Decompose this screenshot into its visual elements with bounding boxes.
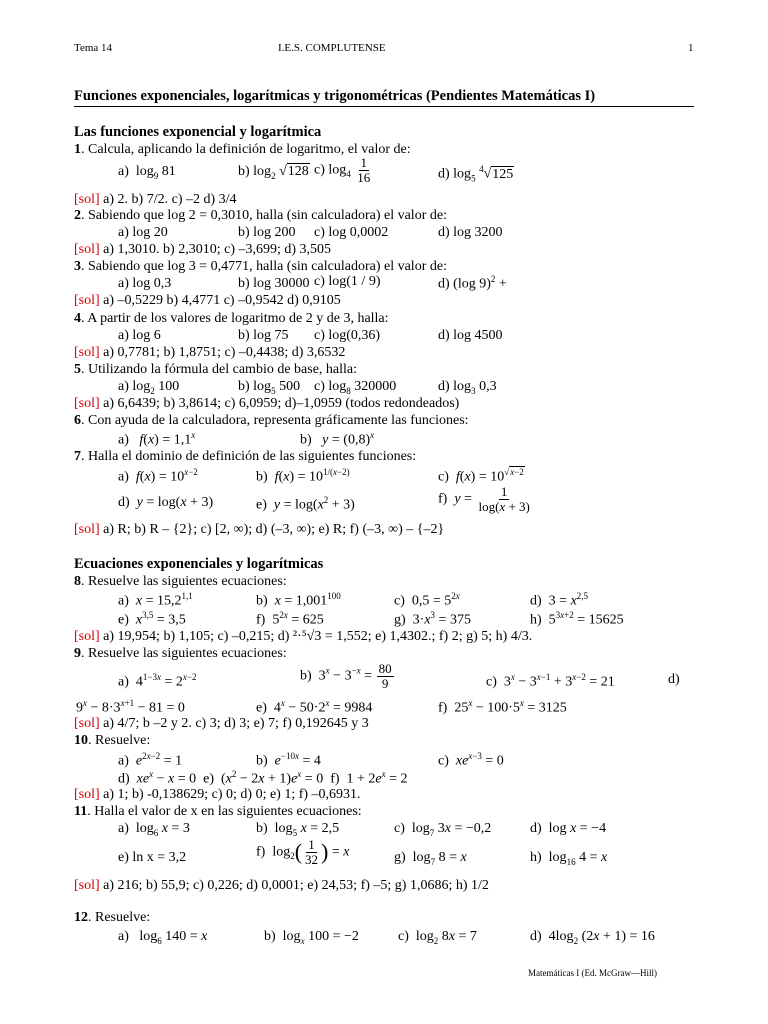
q1-a: a) $\log_9 81$ bbox=[118, 164, 176, 181]
q6-b: b) $y = (0,8)^x$ bbox=[300, 430, 375, 448]
q4-a: a) log 6 bbox=[118, 328, 161, 343]
q8-b: b) $x = 1,001^{100}$ bbox=[256, 591, 341, 609]
question-1: 1. Calcula, aplicando la definición de logaritmo, el valor de: bbox=[74, 142, 411, 157]
header-school: I.E.S. COMPLUTENSE bbox=[278, 42, 386, 54]
question-3: 3. Sabiendo que log 3 = 0,4771, halla (sin calculadora) el valor de: bbox=[74, 259, 447, 274]
q5-a: a) $\log_2 100$ bbox=[118, 379, 180, 396]
q10-solution: [sol] a) 1; b) -0,138629; c) 0; d) 0; e) 1; f) –0,6931. bbox=[74, 787, 361, 802]
q10-b: b) $e^{-10x} = 4$ bbox=[256, 751, 321, 769]
q12-b: b) $\log_x 100 = -2$ bbox=[264, 929, 359, 946]
q9-solution: [sol] a) 4/7; b –2 y 2. c) 3; d) 3; e) 7; f) 0,192645 y 3 bbox=[74, 716, 369, 731]
q6-a: a) $f(x) = 1,1^x$ bbox=[118, 430, 196, 448]
q11-a: a) $\log_6 x = 3$ bbox=[118, 821, 190, 838]
q8-a: a) $x = 15,2^{1,1}$ bbox=[118, 591, 193, 609]
q3-a: a) log 0,3 bbox=[118, 276, 172, 291]
question-8: 8. Resuelve las siguientes ecuaciones: bbox=[74, 574, 287, 589]
q5-d: d) $\log_3 0,3$ bbox=[438, 379, 497, 396]
question-11: 11. Halla el valor de x en las siguientes ecuaciones: bbox=[74, 804, 362, 819]
q9-e: e) $4^x - 50\cdot 2^x = 9984$ bbox=[256, 698, 373, 716]
q12-d: d) $4\log_2$ (2x + 1) = 16 bbox=[530, 929, 655, 946]
q2-solution: [sol] a) 1,3010. b) 2,3010; c) –3,699; d) 3,505 bbox=[74, 242, 332, 257]
q1-b: b) $\log_2 √128$ bbox=[238, 164, 309, 181]
q9-c: c) $3^x - 3^{x-1} + 3^{x-2} = 21$ bbox=[486, 672, 615, 690]
footer-source: Matemáticas I (Ed. McGraw—Hill) bbox=[528, 968, 657, 978]
q8-g: g) $3\cdot x^3 = 375$ bbox=[394, 610, 471, 628]
q3-solution: [sol] a) –0,5229 b) 4,4771 c) –0,9542 d) 0,9105 bbox=[74, 293, 341, 308]
q1-d: d) $\log_5 ^4√125$ bbox=[438, 164, 514, 184]
q9-f: f) $25^x - 100\cdot 5^x = 3125$ bbox=[438, 698, 567, 716]
q1-c: c) $\log_4$ $\frac{1}{16}$ bbox=[314, 155, 371, 185]
question-9: 9. Resuelve las siguientes ecuaciones: bbox=[74, 646, 287, 661]
page-title: Funciones exponenciales, logarítmicas y trigonométricas (Pendientes Matemáticas I) bbox=[74, 88, 596, 104]
q11-b: b) $\log_5 x = 2,5$ bbox=[256, 821, 340, 838]
question-5: 5. Utilizando la fórmula del cambio de base, halla: bbox=[74, 362, 358, 377]
q3-d: d) (log 9)$^2$ + bbox=[438, 274, 507, 292]
q10-d-e-f: d) $xe^x - x = 0$ e) $(x^2 - 2x + 1)e^x = 0$ f) $1 + 2e^x = 2$ bbox=[118, 769, 408, 787]
q8-f: f) $5^{2x} = 625$ bbox=[256, 610, 324, 628]
q9-a: a) $4^{1-3x} = 2^{x-2}$ bbox=[118, 672, 197, 690]
q2-c: c) log 0,0002 bbox=[314, 225, 389, 240]
q8-solution: [sol] a) 19,954; b) 1,105; c) –0,215; d) ²·⁵√3 = 1,552; e) 1,4302.; f) 2; g) 5; h) 4/3. bbox=[74, 629, 533, 644]
question-2: 2. Sabiendo que log 2 = 0,3010, halla (sin calculadora) el valor de: bbox=[74, 208, 447, 223]
q7-f: f) y = $\frac{1}{\log(x + 3)}$ bbox=[438, 484, 530, 514]
question-7: 7. Halla el dominio de definición de las siguientes funciones: bbox=[74, 449, 417, 464]
section-heading-2: Ecuaciones exponenciales y logarítmicas bbox=[74, 556, 324, 572]
q5-b: b) $\log_5 500$ bbox=[238, 379, 301, 396]
q7-solution: [sol] a) R; b) R – {2}; c) [2, ∞); d) (–3, ∞); e) R; f) (–3, ∞) – {–2} bbox=[74, 522, 445, 537]
q5-c: c) $\log_8 320000$ bbox=[314, 379, 397, 396]
q11-g: g) $\log_7 8 = x$ bbox=[394, 850, 467, 867]
q3-b: b) log 30000 bbox=[238, 276, 310, 291]
q7-e: e) $y = \log(x^2 + 3)$ bbox=[256, 495, 355, 513]
q12-a: a) $\log_6 140 = x$ bbox=[118, 929, 208, 946]
q1-solution: [sol] a) 2. b) 7/2. c) –2 d) 3/4 bbox=[74, 192, 237, 207]
q11-solution: [sol] a) 216; b) 55,9; c) 0,226; d) 0,0001; e) 24,53; f) –5; g) 1,0686; h) 1/2 bbox=[74, 878, 489, 893]
q7-c: c) $f(x) = 10^{√x-2}$ bbox=[438, 467, 524, 485]
section-heading-1: Las funciones exponencial y logarítmica bbox=[74, 124, 322, 140]
q10-a: a) $e^{2x-2} = 1$ bbox=[118, 751, 183, 769]
q11-f: f) $\log_2$( $\frac{1}{32}$ ) = x bbox=[256, 837, 350, 867]
q8-h: h) $5^{3x+2} = 15625$ bbox=[530, 610, 624, 628]
q8-d: d) $3 = x^{2,5}$ bbox=[530, 591, 589, 609]
title-rule bbox=[74, 106, 694, 107]
q4-b: b) log 75 bbox=[238, 328, 289, 343]
q11-e: e) ln x = 3,2 bbox=[118, 850, 187, 865]
question-12: 12. Resuelve: bbox=[74, 910, 151, 925]
question-6: 6. Con ayuda de la calculadora, representa gráficamente las funciones: bbox=[74, 413, 469, 428]
q5-solution: [sol] a) 6,6439; b) 3,8614; c) 6,0959; d)–1,0959 (todos redondeados) bbox=[74, 396, 460, 411]
q10-c: c) $xe^{x-3} = 0$ bbox=[438, 751, 504, 769]
q8-e: e) $x^{3,5} = 3,5$ bbox=[118, 610, 186, 628]
q9-b: b) $3^x - 3^{-x}$ = $\frac{80}{9}$ bbox=[300, 661, 392, 691]
q9-d-label: d) bbox=[668, 672, 680, 687]
q4-c: c) log(0,36) bbox=[314, 328, 381, 343]
q3-c: c) log(1 / 9) bbox=[314, 274, 381, 289]
question-4: 4. A partir de los valores de logaritmo de 2 y de 3, halla: bbox=[74, 311, 389, 326]
q2-d: d) log 3200 bbox=[438, 225, 503, 240]
q11-d: d) log x = −4 bbox=[530, 821, 607, 836]
q11-h: h) $\log_{16} 4 = x$ bbox=[530, 850, 608, 867]
q12-c: c) $\log_2 8x = 7$ bbox=[398, 929, 477, 946]
q7-a: a) $f(x) = 10^{x-2}$ bbox=[118, 467, 198, 485]
q9-d: $9^x - 8\cdot 3^{x+1} - 81 = 0$ bbox=[76, 698, 185, 716]
question-10: 10. Resuelve: bbox=[74, 733, 151, 748]
q4-d: d) log 4500 bbox=[438, 328, 503, 343]
q4-solution: [sol] a) 0,7781; b) 1,8751; c) –0,4438; d) 3,6532 bbox=[74, 345, 346, 360]
q7-d: d) y = log(x + 3) bbox=[118, 495, 214, 510]
q7-b: b) $f(x) = 10^{1/(x-2)}$ bbox=[256, 467, 350, 485]
q2-a: a) log 20 bbox=[118, 225, 168, 240]
q11-c: c) $\log_7 3x = -0,2$ bbox=[394, 821, 492, 838]
q2-b: b) log 200 bbox=[238, 225, 296, 240]
q8-c: c) $0,5 = 5^{2x}$ bbox=[394, 591, 460, 609]
header-page-number: 1 bbox=[688, 42, 694, 54]
header-topic: Tema 14 bbox=[74, 42, 113, 54]
